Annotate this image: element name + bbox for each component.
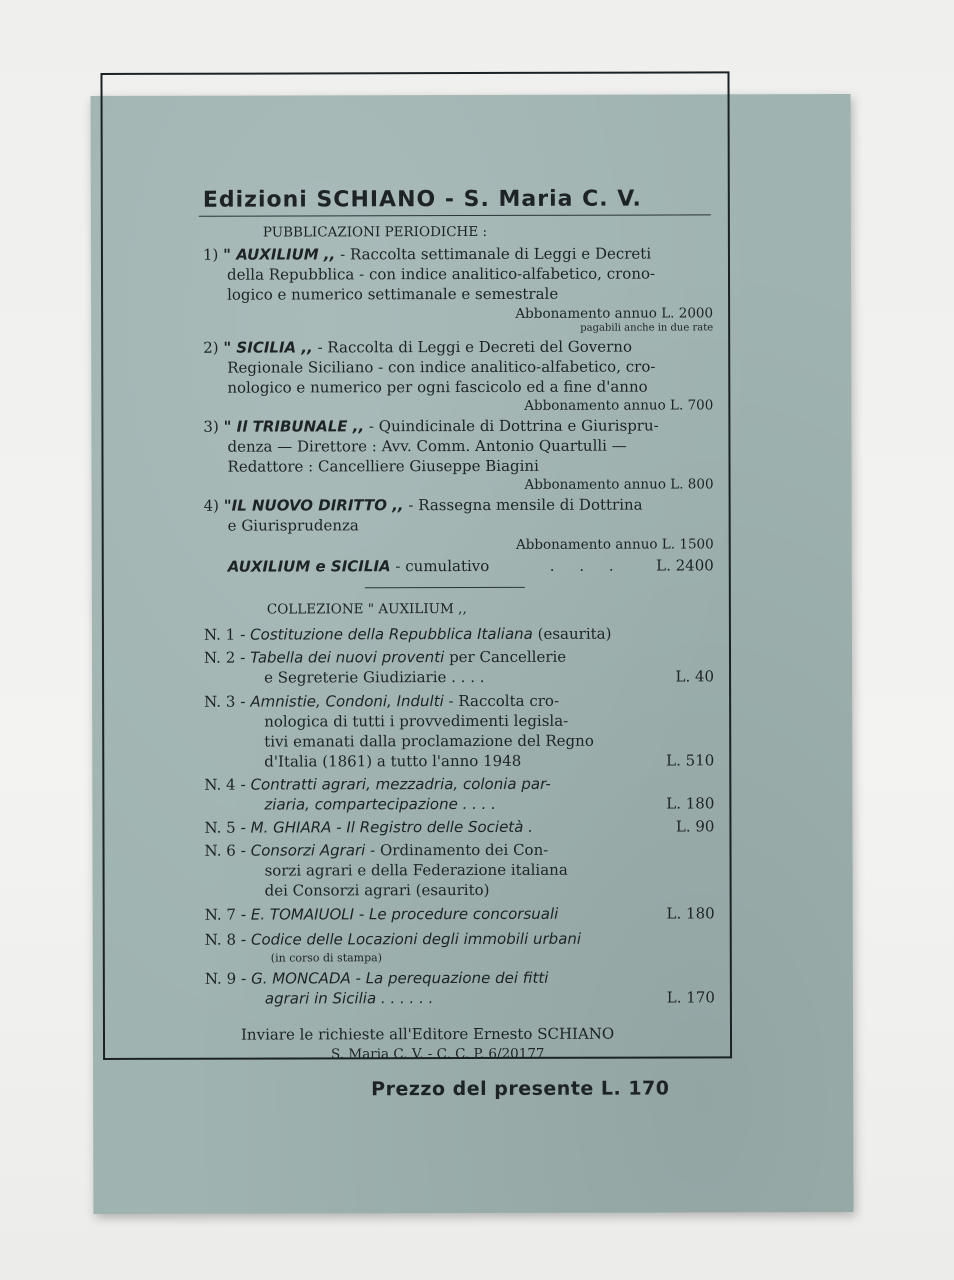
item-desc: per Cancellerie [449, 647, 567, 667]
collection-item-8 [205, 930, 581, 950]
periodical-title: " Il TRIBUNALE ,, [223, 417, 365, 436]
cumulative-title: AUXILIUM e SICILIA [227, 557, 391, 576]
item-desc: ziaria, compartecipazione . . . . [264, 794, 496, 814]
periodical-line: - Raccolta di Leggi e Decreti del Governo [317, 337, 633, 357]
collection-item-4 [204, 775, 551, 795]
item-desc: nologica di tutti i provvedimenti legisla- [264, 711, 569, 731]
booklet-back-cover [91, 94, 854, 1214]
periodical-line: - Raccolta settimanale di Leggi e Decreti [340, 244, 652, 264]
item-title: - Contratti agrari, mezzadria, colonia par- [240, 774, 551, 794]
item-number: N. 8 [204, 930, 237, 949]
cumulative-text: - cumulativo [395, 556, 490, 576]
periodical-line: - Quindicinale di Dottrina e Giurispru- [368, 416, 659, 436]
periodical-title: "IL NUOVO DIRITTO ,, [223, 496, 404, 515]
item-desc: (esaurita) [537, 624, 612, 643]
collection-item-9 [205, 969, 549, 989]
item-desc: e Segreterie Giudiziarie . . . . [264, 667, 485, 687]
item-title: - Amnistie, Condoni, Indulti [240, 692, 444, 711]
periodical-line: e Giurisprudenza [227, 516, 359, 535]
item-desc: - Ordinamento dei Con- [370, 840, 549, 860]
item-price: L. 40 [675, 667, 715, 686]
item-desc: d'Italia (1861) a tutto l'anno 1948 [264, 751, 522, 771]
periodical-3 [203, 417, 658, 437]
item-title: - E. TOMAIUOLI - Le procedure concorsuali [240, 904, 559, 924]
periodical-title: " AUXILIUM ,, [223, 245, 336, 264]
item-title: - M. GHIARA - Il Registro delle Società . [240, 817, 533, 837]
periodical-line: nologico e numerico per ogni fascicolo ed a fine d'anno [227, 377, 648, 397]
item-price: L. 170 [666, 988, 715, 1007]
collection-item-2 [204, 648, 566, 668]
periodical-line: - Rassegna mensile di Dottrina [408, 495, 643, 515]
item-price: L. 180 [666, 794, 715, 813]
item-number: N. 5 [204, 818, 236, 837]
item-title: - Codice delle Locazioni degli immobili urbani [240, 929, 582, 949]
item-number: N. 9 [204, 969, 237, 988]
periodical-number: 3) [203, 417, 219, 436]
periodical-line: logico e numerico settimanale e semestrale [227, 284, 559, 304]
periodical-number: 1) [202, 245, 219, 264]
publisher-title: Edizioni SCHIANO - S. Maria C. V. [202, 186, 642, 213]
item-desc: agrari in Sicilia . . . . . . [264, 989, 434, 1008]
cumulative-dots: . . . [549, 556, 624, 575]
periodical-title: " SICILIA ,, [223, 338, 313, 357]
periodical-4 [204, 496, 643, 516]
item-desc: sorzi agrari e della Federazione italiana [264, 860, 568, 880]
collection-item-5 [204, 818, 533, 838]
collection-item-1 [204, 625, 612, 645]
item-number: N. 2 [203, 648, 236, 667]
periodical-price: Abbonamento annuo L. 1500 [515, 536, 714, 553]
periodical-line: Regionale Siciliano - con indice analitico-alfabetico, cro- [227, 357, 656, 377]
item-number: N. 1 [203, 625, 236, 644]
periodical-line: denza — Direttore : Avv. Comm. Antonio Quartulli — [227, 436, 627, 456]
periodicals-heading: PUBBLICAZIONI PERIODICHE : [262, 223, 488, 241]
item-price: L. 180 [666, 904, 715, 923]
collection-heading: COLLEZIONE " AUXILIUM ,, [266, 601, 467, 618]
periodical-1 [203, 245, 651, 265]
item-title: - G. MONCADA - La perequazione dei fitti [240, 968, 549, 988]
item-price: L. 510 [666, 751, 715, 770]
item-number: N. 6 [204, 841, 236, 860]
periodical-note: pagabili anche in due rate [580, 322, 714, 334]
item-title: - Tabella dei nuovi proventi [240, 648, 445, 667]
collection-item-6 [204, 841, 548, 861]
item-desc: dei Consorzi agrari (esaurito) [264, 880, 490, 900]
cumulative-offer [228, 557, 490, 577]
order-instructions: Inviare le richieste all'Editore Ernesto SCHIANO [240, 1024, 615, 1044]
periodical-price: Abbonamento annuo L. 800 [524, 476, 714, 493]
periodical-price: Abbonamento annuo L. 2000 [515, 305, 714, 322]
periodical-2 [203, 338, 632, 358]
postal-account: S. Maria C. V. - C. C. P. 6/20177 [331, 1045, 545, 1063]
item-price: L. 90 [675, 817, 715, 836]
item-number: N. 7 [204, 905, 236, 924]
item-number: N. 3 [204, 692, 236, 711]
item-number: N. 4 [204, 775, 236, 794]
periodical-number: 2) [203, 338, 219, 357]
periodical-line: della Repubblica - con indice analitico-alfabetico, crono- [226, 264, 656, 284]
periodical-price: Abbonamento annuo L. 700 [524, 397, 714, 414]
cover-price: Prezzo del presente L. 170 [371, 1077, 670, 1101]
item-desc: tivi emanati dalla proclamazione del Regno [264, 731, 594, 751]
item-desc: - Raccolta cro- [448, 691, 560, 711]
item-desc: (in corso di stampa) [270, 951, 383, 965]
collection-item-7 [205, 905, 559, 925]
periodical-line: Redattore : Cancelliere Giuseppe Biagini [227, 456, 539, 476]
item-title: - Consorzi Agrari [240, 841, 366, 860]
collection-item-3 [204, 692, 559, 712]
item-title: - Costituzione della Repubblica Italiana [239, 624, 533, 644]
periodical-number: 4) [203, 496, 220, 515]
cumulative-price: L. 2400 [656, 556, 714, 575]
